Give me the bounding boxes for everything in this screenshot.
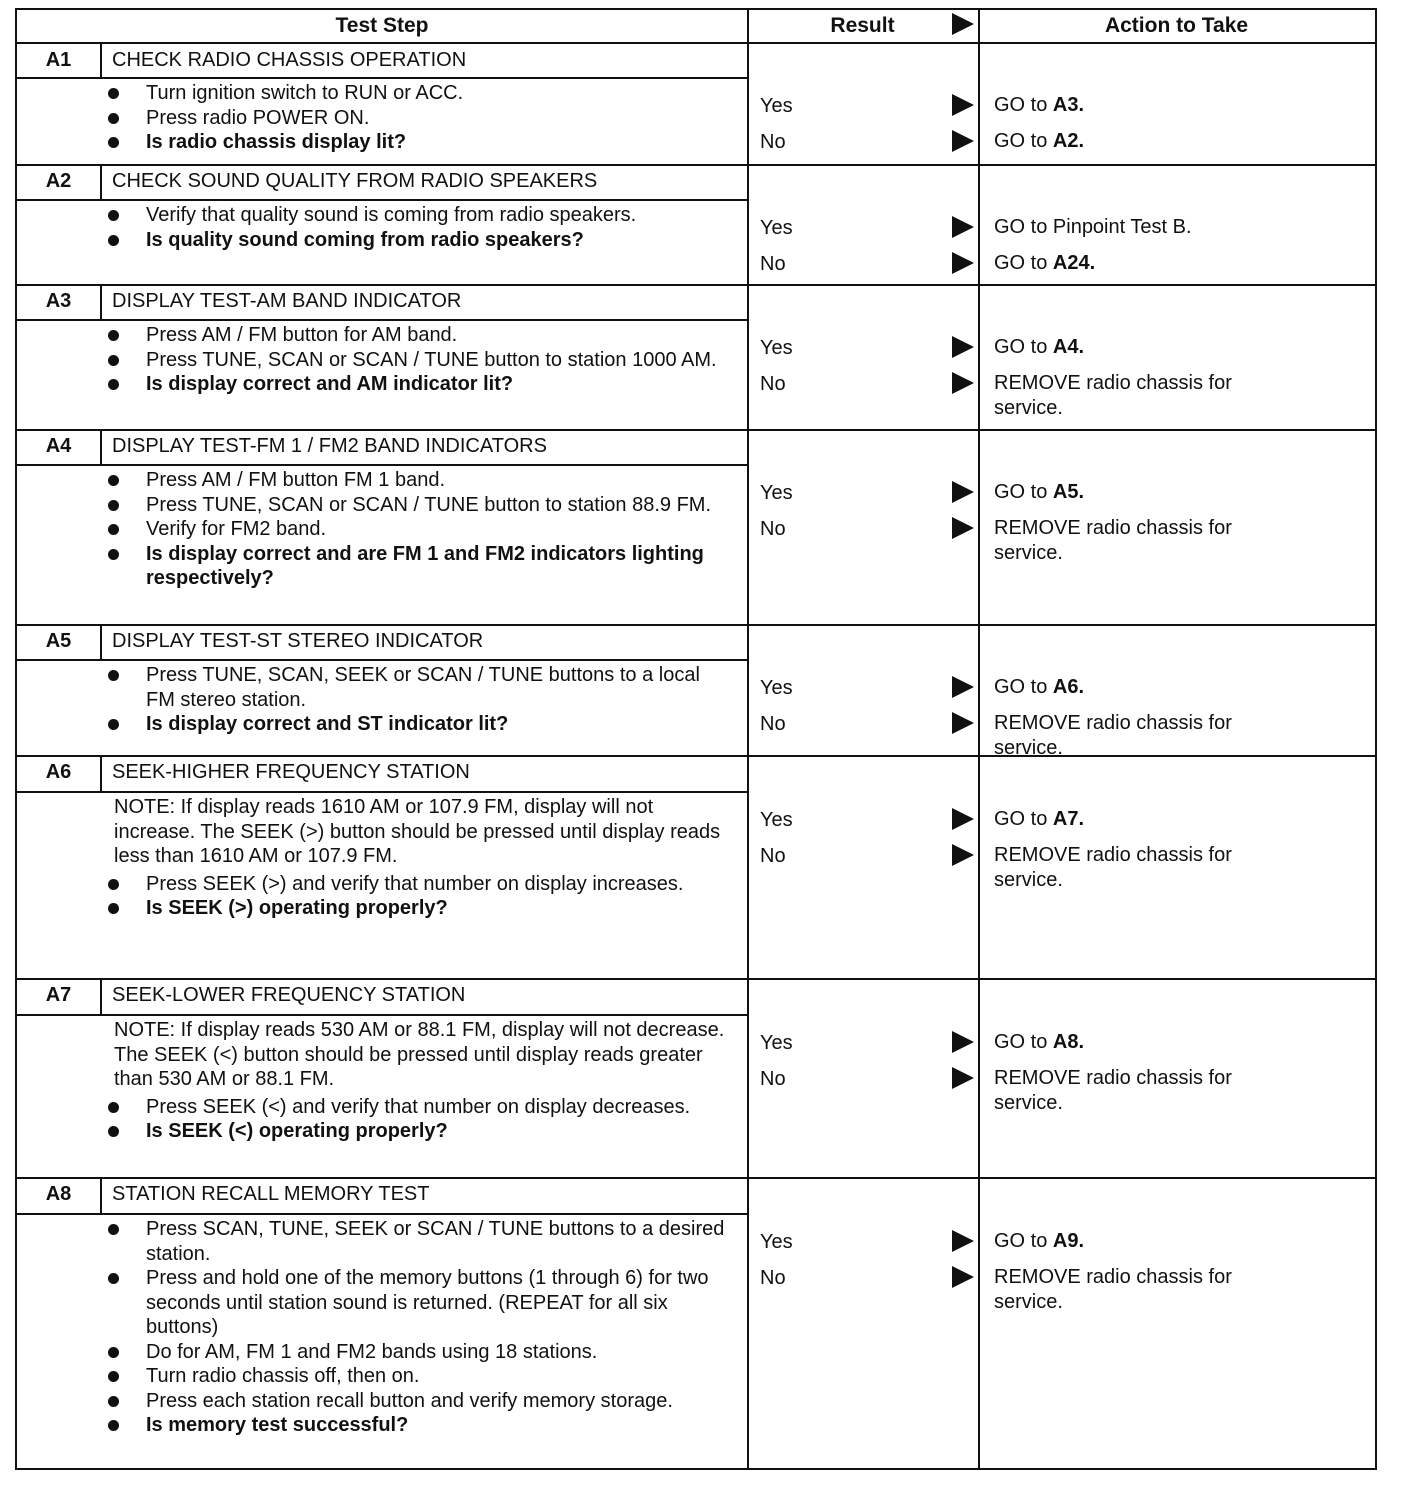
item-text: Is display correct and ST indicator lit?	[146, 713, 509, 735]
bullet-icon	[108, 1420, 119, 1431]
step-id: A8	[45, 1183, 72, 1205]
action-yes	[994, 93, 1294, 118]
step-id: A2	[45, 170, 72, 192]
step-id: A5	[45, 630, 72, 652]
item-text: Do for AM, FM 1 and FM2 bands using 18 stations.	[146, 1340, 598, 1363]
no-arrow-icon	[952, 844, 974, 866]
item-text: Press AM / FM button for AM band.	[146, 324, 458, 346]
step-body	[97, 1217, 727, 1438]
item-text: Press each station recall button and verify memory storage.	[146, 1389, 673, 1412]
item-text: Press SEEK (>) and verify that number on display increases.	[146, 872, 684, 895]
step-id: A3	[45, 290, 72, 312]
bullet-icon	[108, 1102, 119, 1113]
result-no: No	[760, 845, 786, 867]
bullet-icon	[108, 1347, 119, 1358]
item-text: Is memory test successful?	[146, 1414, 409, 1436]
step-body	[97, 81, 727, 155]
no-arrow-icon	[952, 252, 974, 274]
action-yes	[994, 807, 1294, 832]
action-text: REMOVE radio chassis for service.	[994, 517, 1232, 564]
step-title: CHECK SOUND QUALITY FROM RADIO SPEAKERS	[112, 170, 598, 192]
check-question	[97, 896, 729, 921]
action-target: A8.	[1052, 1031, 1085, 1053]
procedure-item	[97, 1217, 727, 1266]
item-text: Press TUNE, SCAN or SCAN / TUNE button to station 1000 AM.	[146, 348, 717, 371]
check-question	[97, 542, 727, 591]
bullet-icon	[108, 524, 119, 535]
procedure-item	[97, 1340, 727, 1365]
result-no: No	[760, 1068, 786, 1090]
item-text: Press TUNE, SCAN or SCAN / TUNE button to station 88.9 FM.	[146, 493, 712, 516]
item-text: Press AM / FM button FM 1 band.	[146, 469, 446, 491]
result-yes: Yes	[760, 95, 793, 117]
step-id: A6	[45, 761, 72, 783]
procedure-item	[97, 517, 727, 542]
action-text: REMOVE radio chassis for service.	[994, 1067, 1232, 1114]
result-yes: Yes	[760, 1231, 793, 1253]
no-arrow-icon	[952, 1266, 974, 1288]
procedure-item	[97, 203, 727, 228]
item-text: Verify for FM2 band.	[146, 518, 327, 540]
action-text: REMOVE radio chassis for service.	[994, 844, 1232, 891]
bullet-icon	[108, 500, 119, 511]
action-yes	[994, 215, 1294, 240]
action-text: REMOVE radio chassis for service.	[994, 712, 1232, 759]
action-no	[994, 129, 1294, 154]
action-target: A9.	[1052, 1230, 1085, 1252]
bullet-icon	[108, 137, 119, 148]
procedure-item	[97, 663, 727, 712]
result-yes: Yes	[760, 809, 793, 831]
check-question	[97, 1413, 727, 1438]
action-target: A24.	[1052, 252, 1096, 274]
action-text: GO to	[994, 676, 1053, 698]
action-target: A5.	[1052, 481, 1085, 503]
step-note: NOTE: If display reads 1610 AM or 107.9 FM, display will not increase. The SEEK (>) button should be pressed until display reads less than 1610 AM or 107.9 FM.	[114, 796, 721, 867]
action-text: REMOVE radio chassis for service.	[994, 1266, 1232, 1313]
action-text: GO to	[994, 130, 1053, 152]
bullet-icon	[108, 670, 119, 681]
action-text: REMOVE radio chassis for service.	[994, 372, 1232, 419]
action-yes	[994, 675, 1294, 700]
no-arrow-icon	[952, 517, 974, 539]
divider-result	[747, 10, 749, 1470]
step-title: DISPLAY TEST-ST STEREO INDICATOR	[112, 630, 484, 652]
check-question	[97, 372, 727, 397]
item-text: Is display correct and are FM 1 and FM2 indicators lighting respectively?	[146, 542, 704, 589]
no-arrow-icon	[952, 712, 974, 734]
result-yes: Yes	[760, 482, 793, 504]
action-target: A2.	[1052, 130, 1085, 152]
item-text: Turn ignition switch to RUN or ACC.	[146, 82, 464, 104]
action-text: GO to	[994, 808, 1053, 830]
bullet-icon	[108, 879, 119, 890]
result-no: No	[760, 1267, 786, 1289]
item-text: Is SEEK (<) operating properly?	[146, 1120, 448, 1142]
step-body	[100, 1018, 729, 1144]
action-no	[994, 843, 1294, 893]
check-question	[97, 130, 727, 155]
result-yes: Yes	[760, 677, 793, 699]
result-no: No	[760, 253, 786, 275]
step-body	[97, 663, 727, 737]
action-yes	[994, 1030, 1294, 1055]
procedure-item	[97, 81, 727, 106]
yes-arrow-icon	[952, 676, 974, 698]
header-result: Result	[747, 10, 978, 44]
action-no	[994, 711, 1294, 761]
check-question	[97, 228, 727, 253]
step-title: SEEK-LOWER FREQUENCY STATION	[112, 984, 466, 1006]
bullet-icon	[108, 330, 119, 341]
result-no: No	[760, 131, 786, 153]
header-action: Action to Take	[978, 10, 1375, 44]
yes-arrow-icon	[952, 216, 974, 238]
yes-arrow-icon	[952, 94, 974, 116]
action-yes	[994, 1229, 1294, 1254]
bullet-icon	[108, 903, 119, 914]
yes-arrow-icon	[952, 481, 974, 503]
bullet-icon	[108, 475, 119, 486]
item-text: Is display correct and AM indicator lit?	[146, 373, 514, 395]
bullet-icon	[108, 1273, 119, 1284]
result-no: No	[760, 713, 786, 735]
check-question	[97, 1119, 729, 1144]
bullet-icon	[108, 1371, 119, 1382]
action-yes	[994, 480, 1294, 505]
bullet-icon	[108, 1396, 119, 1407]
check-question	[97, 712, 727, 737]
yes-arrow-icon	[952, 808, 974, 830]
step-id: A7	[45, 984, 72, 1006]
yes-arrow-icon	[952, 1031, 974, 1053]
step-body	[97, 203, 727, 252]
item-text: Is SEEK (>) operating properly?	[146, 897, 448, 919]
step-title: DISPLAY TEST-FM 1 / FM2 BAND INDICATORS	[112, 435, 547, 457]
divider-action	[978, 10, 980, 1470]
result-yes: Yes	[760, 217, 793, 239]
action-text: GO to Pinpoint Test B.	[994, 216, 1192, 238]
no-arrow-icon	[952, 1067, 974, 1089]
procedure-item	[97, 872, 729, 897]
step-note: NOTE: If display reads 530 AM or 88.1 FM, display will not decrease. The SEEK (<) button should be pressed until display reads greater than 530 AM or 88.1 FM.	[114, 1019, 725, 1090]
step-title: DISPLAY TEST-AM BAND INDICATOR	[112, 290, 462, 312]
no-arrow-icon	[952, 130, 974, 152]
action-yes	[994, 335, 1294, 360]
procedure-item	[97, 106, 727, 131]
bullet-icon	[108, 719, 119, 730]
action-target: A6.	[1052, 676, 1085, 698]
result-no: No	[760, 373, 786, 395]
bullet-icon	[108, 355, 119, 366]
bullet-icon	[108, 88, 119, 99]
diagnostic-table	[15, 8, 1377, 1470]
procedure-item	[97, 1095, 729, 1120]
result-no: No	[760, 518, 786, 540]
item-text: Press TUNE, SCAN, SEEK or SCAN / TUNE buttons to a local FM stereo station.	[146, 664, 700, 711]
step-title: CHECK RADIO CHASSIS OPERATION	[112, 49, 467, 71]
step-title: STATION RECALL MEMORY TEST	[112, 1183, 430, 1205]
item-text: Turn radio chassis off, then on.	[146, 1365, 420, 1387]
step-body	[97, 323, 727, 397]
action-no	[994, 516, 1294, 566]
item-text: Is radio chassis display lit?	[146, 131, 407, 153]
yes-arrow-icon	[952, 1230, 974, 1252]
procedure-item	[97, 493, 727, 518]
action-no	[994, 371, 1294, 421]
result-yes: Yes	[760, 1032, 793, 1054]
procedure-item	[97, 1364, 727, 1389]
action-target: A4.	[1052, 336, 1085, 358]
item-text: Press SCAN, TUNE, SEEK or SCAN / TUNE buttons to a desired station.	[146, 1218, 725, 1265]
yes-arrow-icon	[952, 336, 974, 358]
bullet-icon	[108, 235, 119, 246]
action-text: GO to	[994, 94, 1053, 116]
bullet-icon	[108, 113, 119, 124]
no-arrow-icon	[952, 372, 974, 394]
item-text: Verify that quality sound is coming from radio speakers.	[146, 204, 637, 226]
action-no	[994, 251, 1294, 276]
bullet-icon	[108, 1224, 119, 1235]
action-target: A3.	[1052, 94, 1085, 116]
action-text: GO to	[994, 252, 1053, 274]
procedure-item	[97, 1266, 727, 1340]
bullet-icon	[108, 549, 119, 560]
procedure-item	[97, 323, 727, 348]
item-text: Press SEEK (<) and verify that number on display decreases.	[146, 1095, 691, 1118]
step-body	[100, 795, 729, 921]
item-text: Is quality sound coming from radio speakers?	[146, 228, 584, 251]
action-text: GO to	[994, 336, 1053, 358]
action-text: GO to	[994, 1230, 1053, 1252]
action-text: GO to	[994, 481, 1053, 503]
action-text: GO to	[994, 1031, 1053, 1053]
step-id: A4	[45, 435, 72, 457]
item-text: Press and hold one of the memory buttons (1 through 6) for two seconds until station sound is returned. (REPEAT for all six buttons)	[146, 1267, 709, 1338]
procedure-item	[97, 1389, 727, 1414]
procedure-item	[97, 468, 727, 493]
bullet-icon	[108, 1126, 119, 1137]
header-arrow-icon	[952, 13, 974, 35]
procedure-item	[97, 348, 727, 373]
item-text: Press radio POWER ON.	[146, 106, 370, 129]
header-test-step: Test Step	[17, 10, 747, 44]
action-no	[994, 1265, 1294, 1315]
bullet-icon	[108, 210, 119, 221]
action-no	[994, 1066, 1294, 1116]
action-target: A7.	[1052, 808, 1085, 830]
result-yes: Yes	[760, 337, 793, 359]
bullet-icon	[108, 379, 119, 390]
step-id: A1	[45, 49, 72, 71]
step-title: SEEK-HIGHER FREQUENCY STATION	[112, 761, 470, 783]
step-body	[97, 468, 727, 591]
